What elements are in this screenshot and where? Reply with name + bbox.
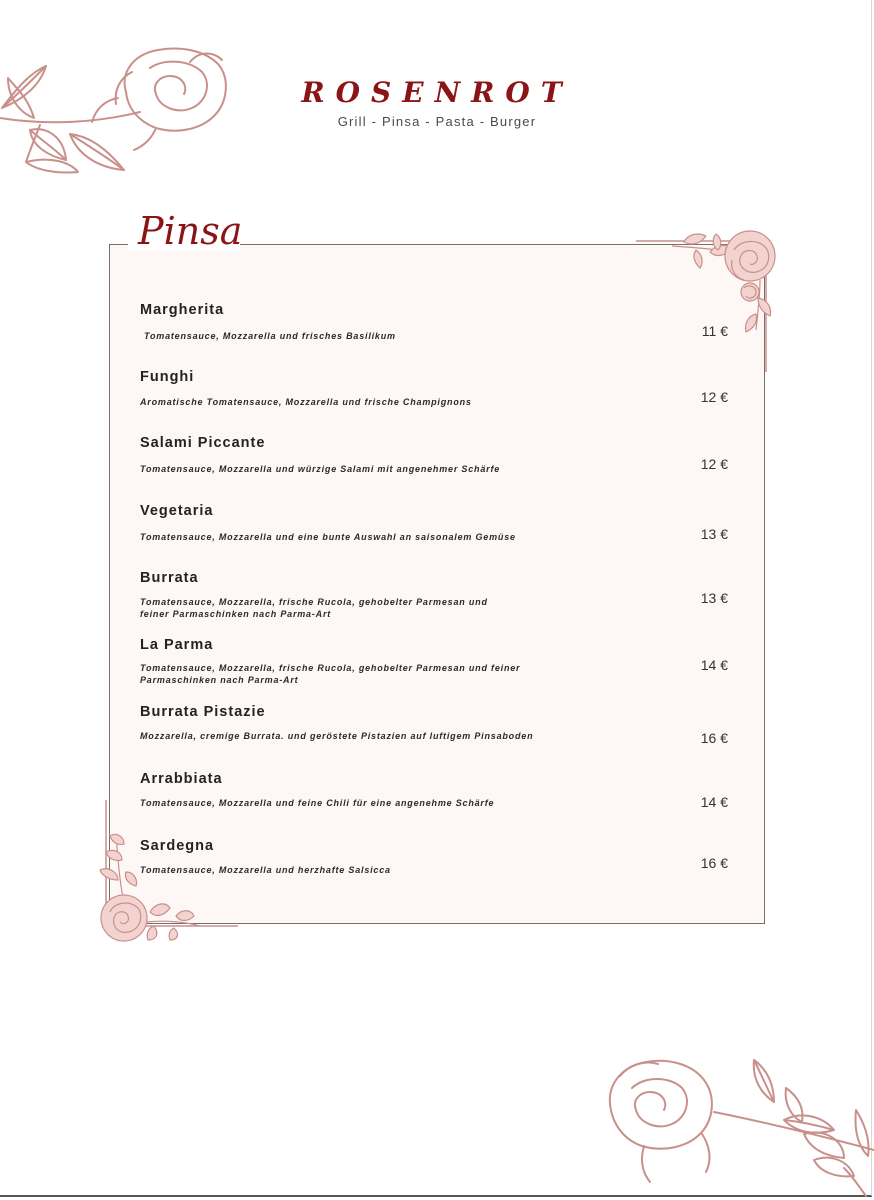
menu-item	[140, 704, 740, 746]
menu-item-name: Vegetaria	[140, 503, 214, 519]
menu-item-price: 13 €	[700, 590, 728, 606]
menu-item-description: Mozzarella, cremige Burrata. und geröstete Pistazien auf luftigem Pinsaboden	[140, 731, 534, 741]
menu-item	[140, 637, 740, 686]
menu-item-price: 13 €	[700, 526, 728, 542]
menu-item	[140, 838, 740, 876]
menu-item	[140, 570, 740, 620]
menu-item-description: Tomatensauce, Mozzarella und herzhafte Salsicca	[140, 865, 391, 875]
menu-item-description: Tomatensauce, Mozzarella und feine Chili für eine angenehme Schärfe	[140, 798, 495, 808]
menu-item-description: Tomatensauce, Mozzarella, frische Rucola, gehobelter Parmesan und feiner Parmaschinken nach Parma-Art	[140, 663, 521, 685]
rose-outline-icon	[604, 1050, 874, 1196]
menu-item-price: 11 €	[701, 323, 728, 339]
menu-item	[140, 503, 740, 543]
menu-item-name: Margherita	[140, 302, 225, 318]
menu-item	[140, 435, 740, 475]
menu-item-name: Funghi	[140, 369, 195, 385]
restaurant-name: ROSENROT	[301, 76, 573, 109]
menu-item-description: Tomatensauce, Mozzarella und würzige Salami mit angenehmer Schärfe	[140, 464, 501, 474]
menu-item-name: La Parma	[140, 637, 214, 653]
menu-item-description: Tomatensauce, Mozzarella, frische Rucola, gehobelter Parmesan und feiner Parmaschinken nach Parma-Art	[140, 597, 488, 619]
menu-item-description: Tomatensauce, Mozzarella und frisches Basilikum	[144, 331, 396, 341]
menu-item	[140, 369, 740, 408]
menu-item	[140, 302, 740, 342]
menu-item-name: Salami Piccante	[140, 435, 266, 451]
menu-item-name: Sardegna	[140, 838, 215, 854]
menu-item	[140, 771, 740, 809]
menu-item-price: 16 €	[700, 730, 728, 746]
menu-item-price: 16 €	[700, 855, 728, 871]
menu-item-name: Arrabbiata	[140, 771, 223, 787]
menu-item-name: Burrata	[140, 570, 199, 586]
menu-item-price: 12 €	[700, 389, 728, 405]
restaurant-tagline: Grill - Pinsa - Pasta - Burger	[337, 114, 537, 129]
menu-item-price: 14 €	[700, 657, 728, 673]
menu-item-name: Burrata Pistazie	[140, 704, 266, 720]
menu-item-price: 14 €	[700, 794, 728, 810]
menu-item-price: 12 €	[700, 456, 728, 472]
menu-item-description: Tomatensauce, Mozzarella und eine bunte Auswahl an saisonalem Gemüse	[140, 532, 516, 542]
section-title: Pinsa	[138, 209, 243, 253]
menu-item-description: Aromatische Tomatensauce, Mozzarella und frische Champignons	[140, 397, 472, 407]
